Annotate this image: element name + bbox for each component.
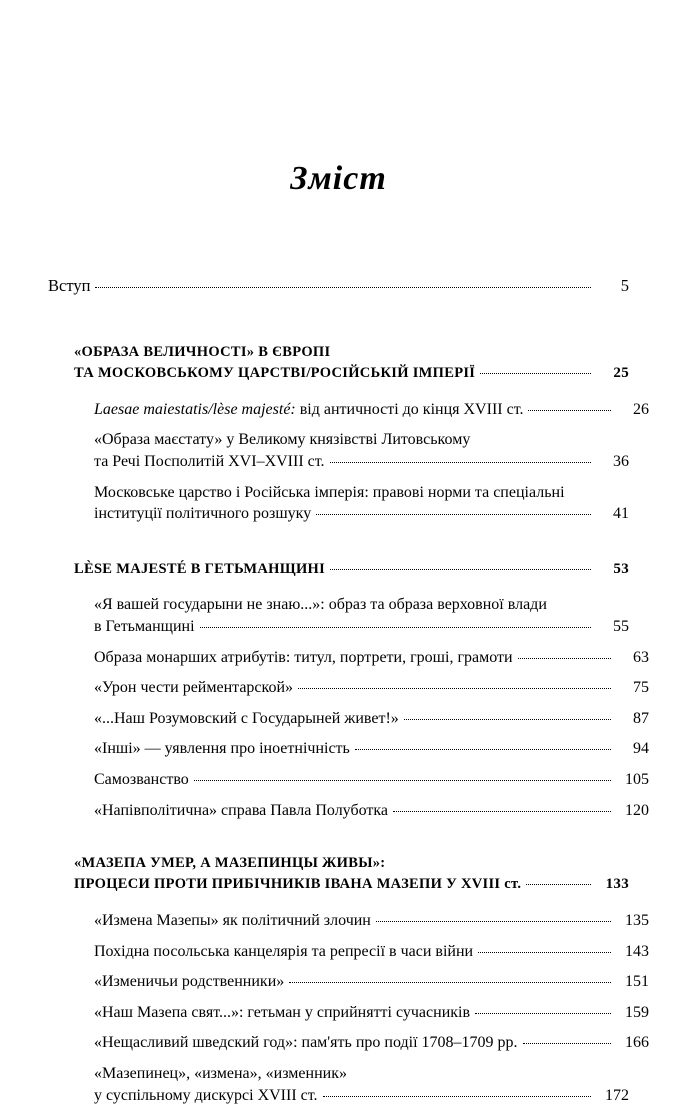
toc-entry-label: Самозванство <box>94 771 189 789</box>
toc-entry-label: «Нещасливий шведский год»: пам'ять про події 1708–1709 рр. <box>94 1034 518 1052</box>
dot-leader <box>298 688 611 689</box>
toc-entry-obraza-monarshykh[interactable] <box>74 647 649 669</box>
toc-entry-label-line-1: «Я вашей государыни не знаю...»: образ та образа верховної влади <box>94 596 547 614</box>
section-page: 25 <box>613 365 629 382</box>
dot-leader <box>200 627 591 628</box>
toc-entry-label: Вступ <box>48 276 91 295</box>
dot-leader <box>526 884 591 885</box>
dot-leader <box>523 1043 611 1044</box>
toc-entry-label-line-2: інституції політичного розшуку <box>94 505 312 523</box>
toc-entry-line-2 <box>94 451 629 473</box>
toc-entry-label-line-2: та Речі Посполитій XVI–XVIII ст. <box>94 452 325 470</box>
toc-entry-uron-chesti[interactable] <box>74 677 649 699</box>
toc-entry-inshi[interactable] <box>74 738 649 760</box>
toc-entry-label-italic: Laesae maiestatis/lèse majesté: <box>94 400 296 418</box>
toc-entry-page: 135 <box>625 912 649 929</box>
toc-entry-ya-vashei[interactable] <box>74 594 629 637</box>
dot-leader <box>316 514 591 515</box>
toc-section-1 <box>48 342 649 525</box>
toc-entry-napivpolitychna[interactable] <box>74 800 649 822</box>
toc-entry-page: 151 <box>625 973 649 991</box>
toc-entry-page: 172 <box>605 1086 629 1104</box>
toc-entry-line-2 <box>94 1085 629 1106</box>
section-title-line-1[interactable] <box>74 559 629 581</box>
toc-entry-page: 36 <box>613 452 629 470</box>
toc-entry-moskovske-tsarstvo[interactable] <box>74 482 629 525</box>
dot-leader <box>289 982 611 983</box>
section-title-text: ТА МОСКОВСЬКОМУ ЦАРСТВІ/РОСІЙСЬКІЙ ІМПЕРІЇ <box>74 365 476 382</box>
toc-entry-label-line-2: в Гетьманщині <box>94 618 195 636</box>
toc-entry-mazepinets[interactable] <box>74 1063 629 1106</box>
toc-entry-page: 105 <box>625 771 649 789</box>
toc-entry-page: 55 <box>613 618 629 636</box>
dot-leader <box>480 373 591 374</box>
dot-leader <box>95 287 591 288</box>
toc-entry-izmena-mazepy[interactable] <box>74 910 649 932</box>
toc-entry-page: 166 <box>625 1034 649 1052</box>
toc-entry-line-2 <box>94 503 629 525</box>
dot-leader <box>528 410 611 411</box>
toc-entry-samozvanstvo[interactable] <box>74 769 649 791</box>
section-title-text: ПРОЦЕСИ ПРОТИ ПРИБІЧНИКІВ ІВАНА МАЗЕПИ У XVIII ст. <box>74 876 522 893</box>
page-title: Зміст <box>290 160 387 197</box>
toc-entry-label-line-2: у суспільному дискурсі XVIII ст. <box>94 1086 318 1104</box>
toc-entry-label: «Изменичьи родственники» <box>94 973 285 991</box>
toc-entry-page: 120 <box>625 801 649 819</box>
toc-entry-page: 41 <box>613 505 629 523</box>
toc-entry-page: 5 <box>620 276 629 295</box>
toc-entry-label: «...Наш Розумовский с Государыней живет!» <box>94 709 399 727</box>
section-page: 133 <box>605 876 629 893</box>
section-title-text: «МАЗЕПА УМЕР, А МАЗЕПИНЦЫ ЖИВЫ»: <box>74 855 386 872</box>
dot-leader <box>330 569 591 570</box>
dot-leader <box>404 719 611 720</box>
dot-leader <box>355 749 611 750</box>
toc-entry-label: Образа монарших атрибутів: титул, портрети, гроші, грамоти <box>94 648 513 666</box>
dot-leader <box>194 780 611 781</box>
dot-leader <box>475 1013 611 1014</box>
section-title-line-1[interactable] <box>74 853 629 874</box>
toc-entry-laesae-maiestatis[interactable] <box>74 399 649 421</box>
dot-leader <box>478 952 611 953</box>
toc-entry-page: 75 <box>633 679 649 697</box>
dot-leader <box>330 462 591 463</box>
dot-leader <box>518 658 611 659</box>
toc-entry-label-line-1: «Образа маєстату» у Великому князівстві Литовському <box>94 431 471 449</box>
toc-entry-page: 26 <box>633 400 649 418</box>
section-page: 53 <box>613 560 629 577</box>
toc-entry-line-2 <box>94 616 629 638</box>
toc-entry-label-rest: від античності до кінця XVIII ст. <box>295 400 524 418</box>
toc-entry-intro[interactable] <box>48 276 629 296</box>
toc-entry-nash-mazepa-svyat[interactable] <box>74 1002 649 1024</box>
toc-section-3 <box>48 853 649 1106</box>
dot-leader <box>376 921 611 922</box>
toc-entry-neshchaslyvyi-shvedskyi-hod[interactable] <box>74 1032 649 1054</box>
toc-section-2 <box>48 559 649 822</box>
toc-entry-nash-rozumovsky[interactable] <box>74 708 649 730</box>
toc-entry-label: «Напівполітична» справа Павла Полуботка <box>94 801 389 819</box>
section-title-text: LÈSE MAJESTÉ В ГЕТЬМАНЩИНІ <box>74 560 326 577</box>
toc-entry-label: «Урон чести рейментарской» <box>94 679 294 697</box>
dot-leader <box>323 1096 591 1097</box>
toc-entry-izmenichi-rodstvenniki[interactable] <box>74 971 649 993</box>
section-title-line-2[interactable] <box>74 874 629 896</box>
toc-entry-page: 94 <box>633 740 649 758</box>
toc-entry-label <box>94 399 523 421</box>
toc-entry-page: 63 <box>633 648 649 666</box>
toc-entry-label: «Измена Мазепы» як політичний злочин <box>94 912 371 929</box>
section-title-line-1[interactable] <box>74 342 629 363</box>
toc-entry-page: 159 <box>625 1003 649 1021</box>
toc-entry-label-line-1: Московське царство і Російська імперія: правові норми та спеціальні <box>94 483 565 501</box>
section-title-line-2[interactable] <box>74 363 629 385</box>
section-title-text: «ОБРАЗА ВЕЛИЧНОСТІ» В ЄВРОПІ <box>74 344 331 360</box>
table-of-contents <box>48 276 649 1106</box>
toc-entry-label: Похідна посольська канцелярія та репресії в часи війни <box>94 942 474 960</box>
toc-entry-label: «Інші» — уявлення про іноетнічність <box>94 740 350 758</box>
dot-leader <box>393 811 611 812</box>
toc-entry-pohidna-kantselyariya[interactable] <box>74 941 649 963</box>
toc-entry-label: «Наш Мазепа свят...»: гетьман у сприйнятті сучасників <box>94 1003 471 1021</box>
toc-entry-page: 143 <box>625 942 649 960</box>
toc-entry-label-line-1: «Мазепинец», «измена», «изменник» <box>94 1064 347 1082</box>
toc-entry-page: 87 <box>633 709 649 727</box>
toc-entry-obraza-maiestatu[interactable] <box>74 429 629 472</box>
